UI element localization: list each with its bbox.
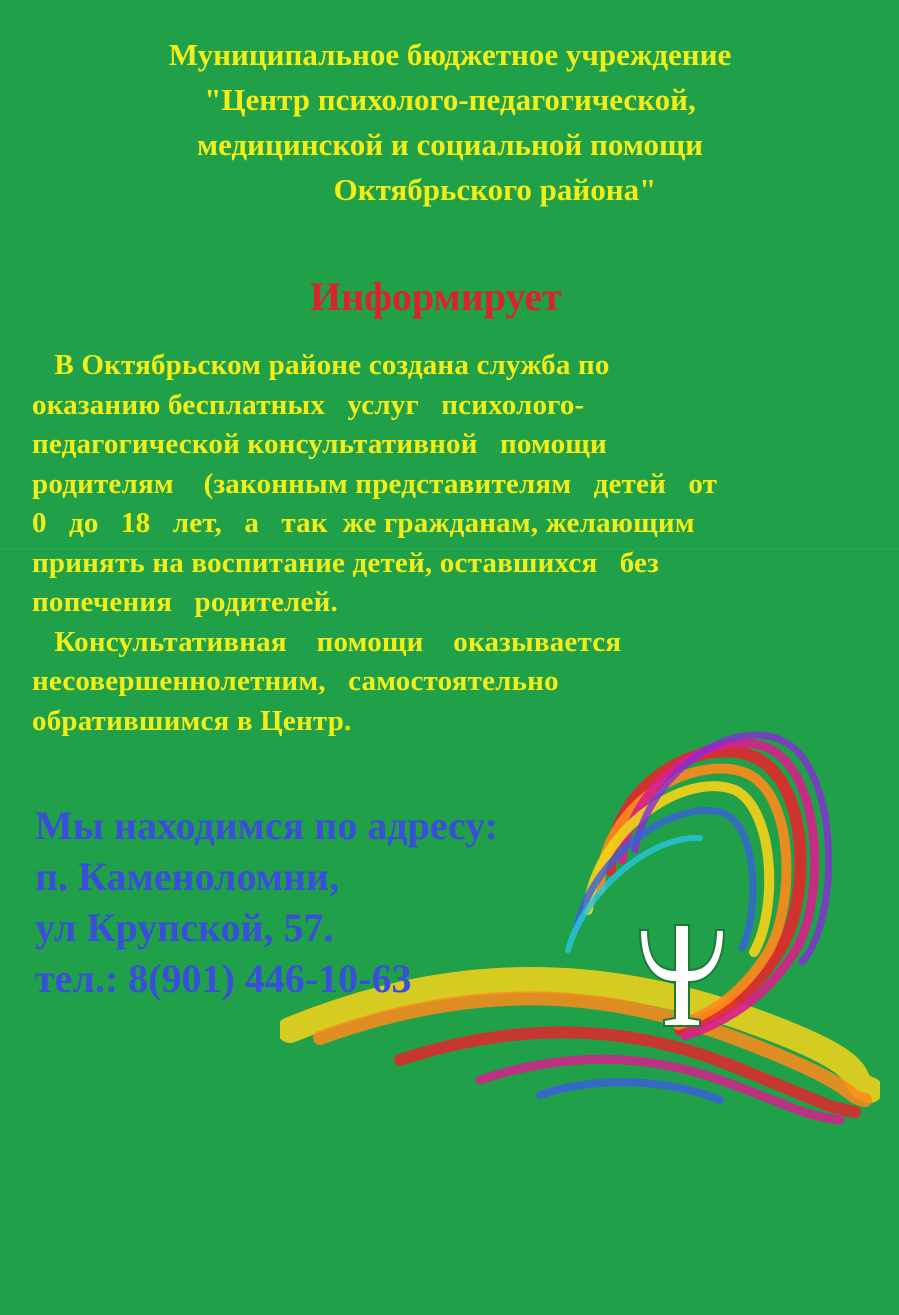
- header-line: Октябрьского района": [333, 172, 657, 207]
- header-line: "Центр психолого-педагогической,: [204, 82, 696, 117]
- address-heading: Мы находимся по адресу:: [35, 803, 499, 848]
- announcement-text: [32, 346, 862, 741]
- text-line: попечения родителей.: [32, 586, 338, 618]
- text-line: 0 до 18 лет, а так же гражданам, желающим: [32, 507, 695, 539]
- text-line: принять на воспитание детей, оставшихся без: [32, 546, 659, 579]
- text-line: обратившимся в Центр.: [32, 704, 352, 737]
- text-line: несовершеннолетним, самостоятельно: [32, 665, 559, 697]
- text-line: оказанию бесплатных услуг психолого-: [32, 388, 585, 421]
- address-street: ул Крупской, 57.: [35, 905, 334, 950]
- text-line: В Октябрьском районе создана служба по: [32, 349, 610, 381]
- text-line: родителям (законным представителям детей от: [32, 467, 718, 500]
- header-line: медицинской и социальной помощи: [196, 127, 704, 162]
- text-line: Консультативная помощи оказывается: [32, 625, 622, 658]
- organization-header: [20, 32, 880, 212]
- header-line: Муниципальное бюджетное учреждение: [168, 37, 732, 72]
- phone-number: тел.: 8(901) 446-10-63: [35, 956, 412, 1001]
- address-block: [35, 800, 498, 1004]
- informs-title: Информирует: [310, 274, 562, 319]
- text-line: педагогической консультативной помощи: [32, 428, 607, 460]
- address-settlement: п. Каменоломни,: [35, 854, 340, 899]
